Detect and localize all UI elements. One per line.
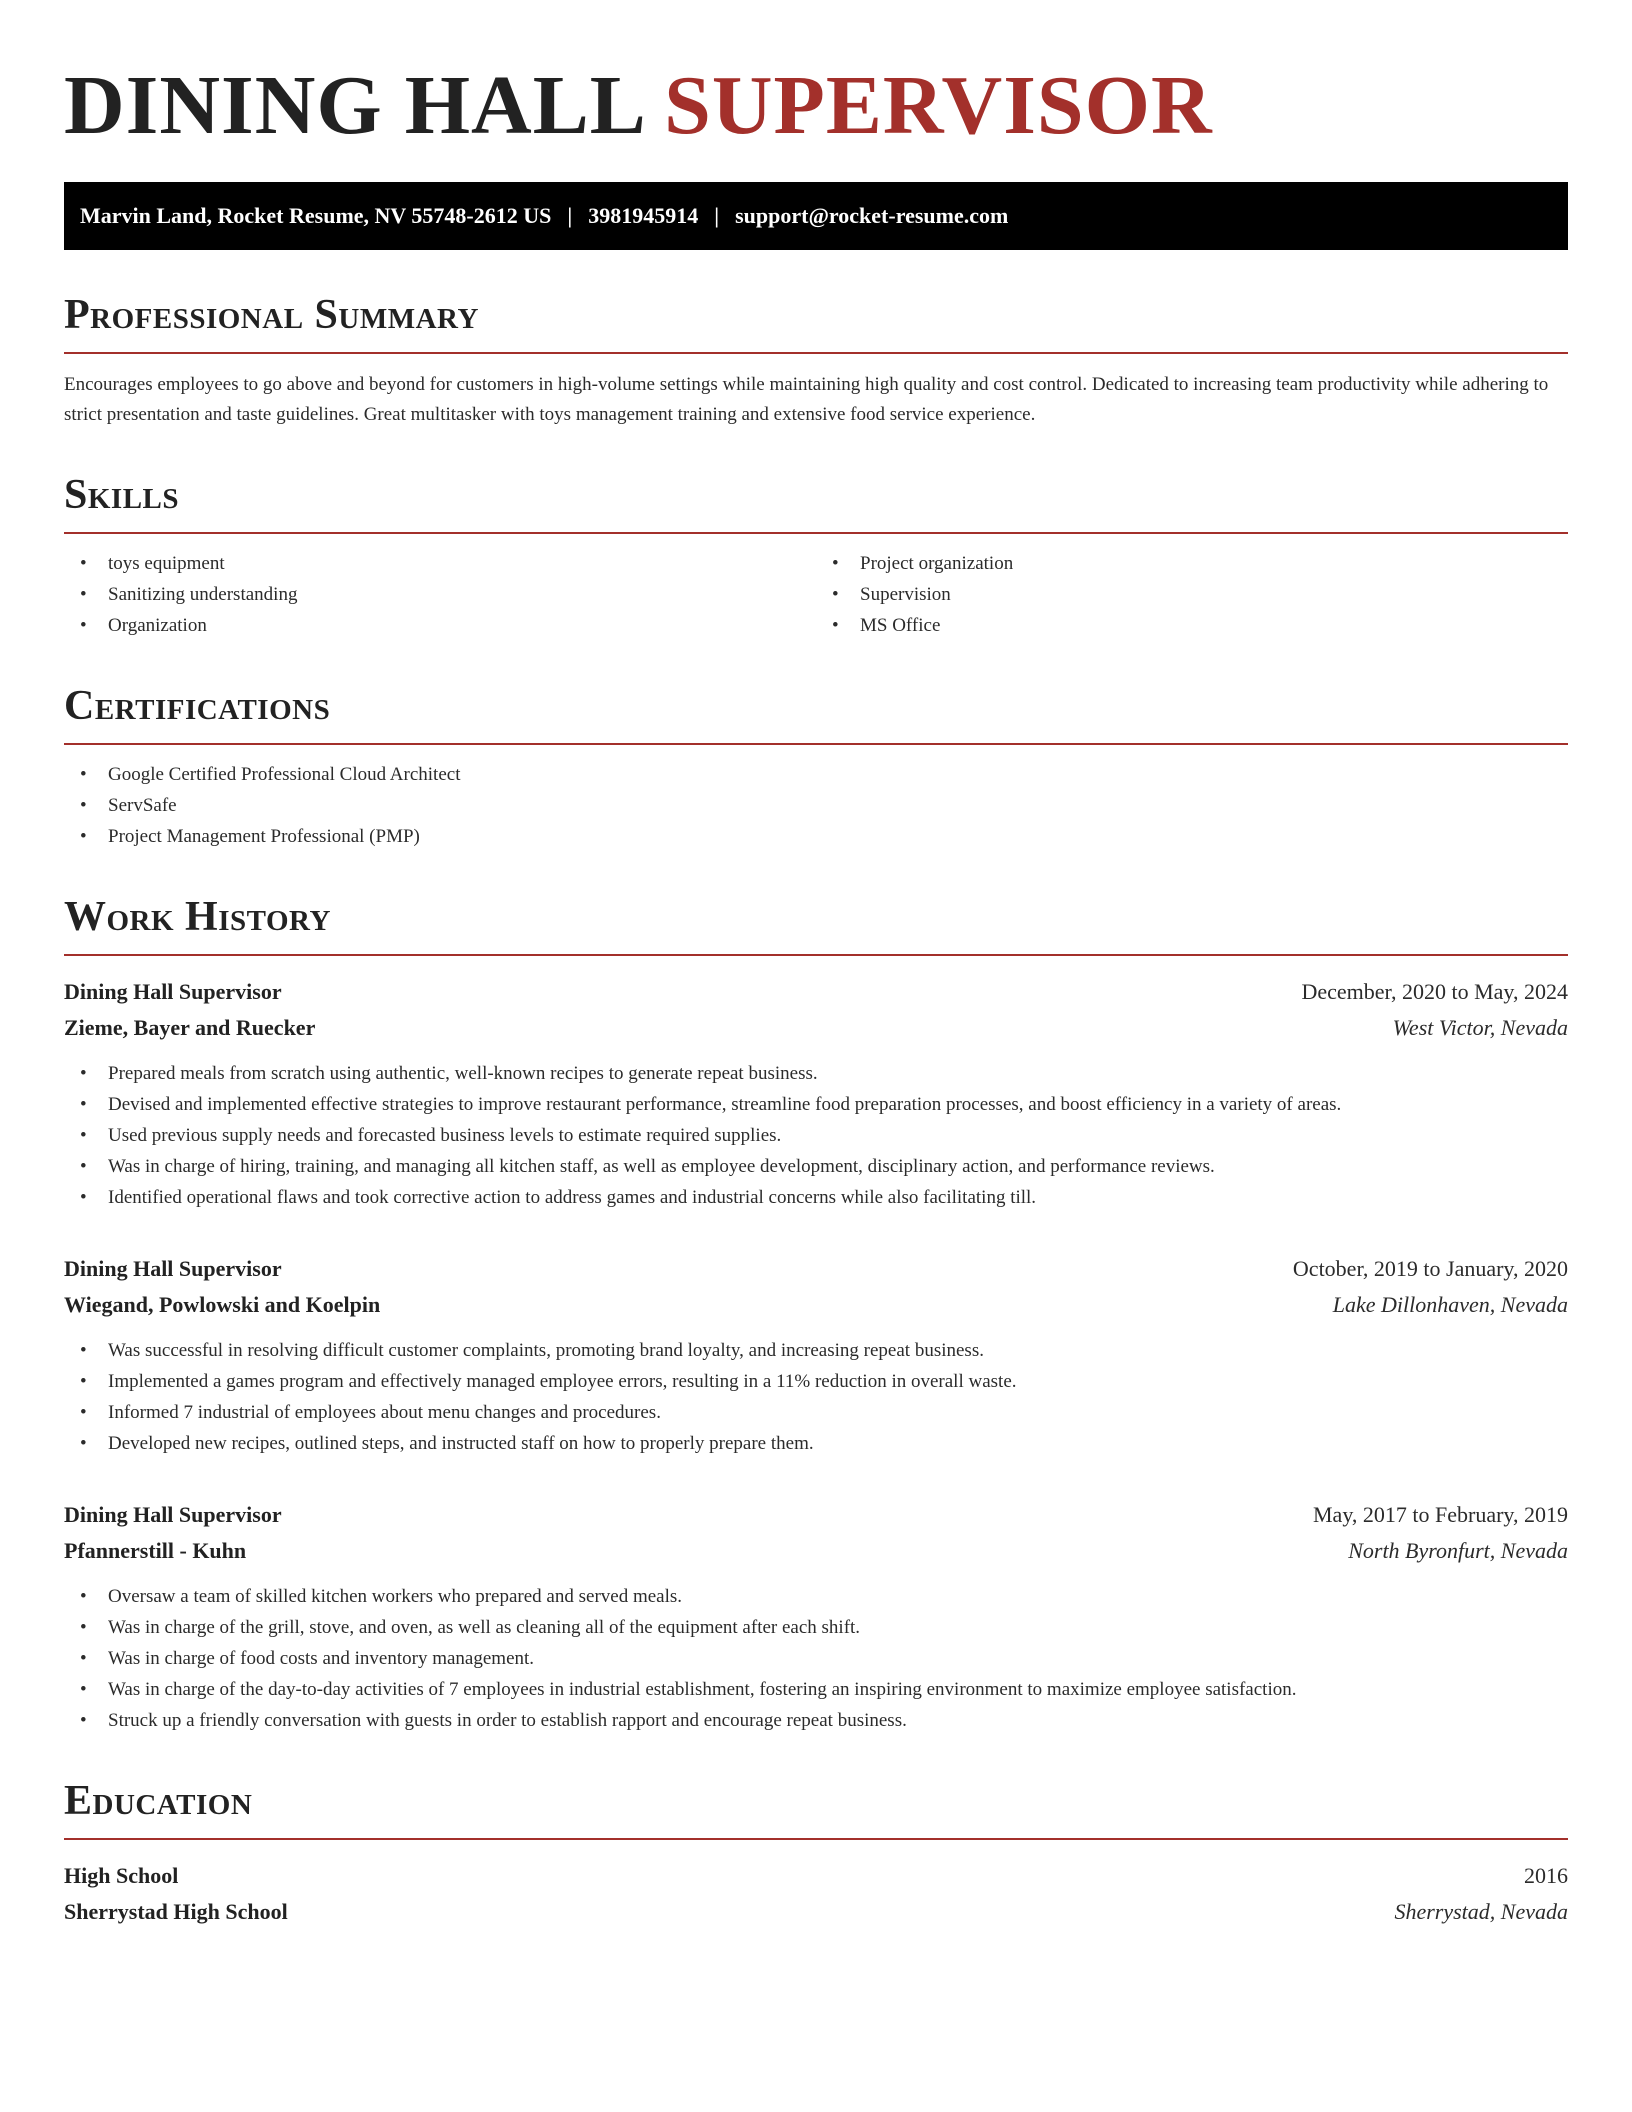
job-company-row (64, 1533, 1568, 1569)
contact-address: Marvin Land, Rocket Resume, NV 55748-2612 US (80, 203, 552, 228)
resume-title (64, 56, 1568, 152)
job-title: Dining Hall Supervisor (64, 1256, 282, 1281)
contact-bar (64, 182, 1568, 250)
certifications-heading: Certifications (64, 683, 331, 729)
skill-item: • Project organization (816, 548, 1568, 579)
job-duty: • Oversaw a team of skilled kitchen workers who prepared and served meals. (64, 1581, 1568, 1612)
certification-item: • ServSafe (64, 790, 1568, 821)
job-location: North Byronfurt, Nevada (1348, 1538, 1568, 1563)
job-duty: • Was in charge of the grill, stove, and oven, as well as cleaning all of the equipment after each shift. (64, 1612, 1568, 1643)
skills-grid (64, 534, 1568, 641)
job-header-row (64, 1497, 1568, 1533)
certifications-list (64, 759, 1568, 852)
job-entry (64, 1497, 1568, 1736)
contact-phone[interactable]: 3981945914 (588, 203, 699, 228)
skills-list-left (64, 548, 816, 641)
skill-item: • Supervision (816, 579, 1568, 610)
job-duties-list (64, 1335, 1568, 1459)
education-location: Sherrystad, Nevada (1394, 1899, 1568, 1924)
skills-heading: Skills (64, 472, 180, 518)
job-company: Wiegand, Powlowski and Koelpin (64, 1292, 381, 1317)
job-location: West Victor, Nevada (1392, 1015, 1568, 1040)
certifications-section (64, 685, 1568, 852)
summary-section (64, 294, 1568, 430)
job-dates: October, 2019 to January, 2020 (1292, 1256, 1568, 1281)
job-duty: • Was in charge of the day-to-day activities of 7 employees in industrial establishment, fostering an inspiring environment to maximize employee satisfaction. (64, 1674, 1568, 1705)
job-duty: • Devised and implemented effective strategies to improve restaurant performance, streamline food preparation processes, and boost efficiency in a variety of areas. (64, 1089, 1568, 1120)
work-history-section (64, 896, 1568, 1736)
section-divider (64, 1838, 1568, 1840)
work-history-heading: Work History (64, 894, 331, 940)
job-header-row (64, 974, 1568, 1010)
skill-item: • Sanitizing understanding (64, 579, 816, 610)
job-header-row (64, 1251, 1568, 1287)
job-company-row (64, 1287, 1568, 1323)
summary-heading: Professional Summary (64, 292, 479, 338)
job-company-row (64, 1010, 1568, 1046)
job-duty: • Informed 7 industrial of employees about menu changes and procedures. (64, 1397, 1568, 1428)
job-duties-list (64, 1058, 1568, 1213)
skills-list-right (816, 548, 1568, 641)
education-school: Sherrystad High School (64, 1899, 288, 1924)
job-duty: • Was in charge of food costs and inventory management. (64, 1643, 1568, 1674)
education-degree: High School (64, 1863, 179, 1888)
contact-separator: | (567, 203, 573, 228)
skills-column-left (64, 534, 816, 641)
job-location: Lake Dillonhaven, Nevada (1332, 1292, 1568, 1317)
section-divider (64, 743, 1568, 745)
job-dates: December, 2020 to May, 2024 (1301, 979, 1568, 1004)
contact-email[interactable]: support@rocket-resume.com (735, 203, 1009, 228)
job-duty: • Identified operational flaws and took corrective action to address games and industrial concerns while also facilitating till. (64, 1182, 1568, 1213)
certification-item: • Google Certified Professional Cloud Architect (64, 759, 1568, 790)
education-entry (64, 1858, 1568, 1930)
job-duty: • Struck up a friendly conversation with guests in order to establish rapport and encourage repeat business. (64, 1705, 1568, 1736)
job-company: Zieme, Bayer and Ruecker (64, 1015, 316, 1040)
job-duty: • Implemented a games program and effectively managed employee errors, resulting in a 11% reduction in overall waste. (64, 1366, 1568, 1397)
contact-separator: | (714, 203, 720, 228)
job-duties-list (64, 1581, 1568, 1736)
title-accent: SUPERVISOR (664, 59, 1213, 152)
job-duty: • Developed new recipes, outlined steps, and instructed staff on how to properly prepare them. (64, 1428, 1568, 1459)
job-duty: • Was successful in resolving difficult customer complaints, promoting brand loyalty, and increasing repeat business. (64, 1335, 1568, 1366)
education-degree-row (64, 1858, 1568, 1894)
skill-item: • MS Office (816, 610, 1568, 641)
skills-section (64, 474, 1568, 641)
summary-text: Encourages employees to go above and beyond for customers in high-volume settings while maintaining high quality and cost control. Dedicated to increasing team productivity while adhering to strict presentation and taste guidelines. Great multitasker with toys management training and extensive food service experience. (64, 374, 1549, 425)
job-company: Pfannerstill - Kuhn (64, 1538, 247, 1563)
skill-item: • Organization (64, 610, 816, 641)
job-title: Dining Hall Supervisor (64, 979, 282, 1004)
education-school-row (64, 1894, 1568, 1930)
job-entry (64, 974, 1568, 1213)
job-title: Dining Hall Supervisor (64, 1502, 282, 1527)
skill-item: • toys equipment (64, 548, 816, 579)
job-duty: • Was in charge of hiring, training, and managing all kitchen staff, as well as employee development, disciplinary action, and performance reviews. (64, 1151, 1568, 1182)
education-year: 2016 (1524, 1863, 1568, 1888)
education-heading: Education (64, 1778, 253, 1824)
section-divider (64, 352, 1568, 354)
job-dates: May, 2017 to February, 2019 (1313, 1502, 1568, 1527)
job-entry (64, 1251, 1568, 1459)
education-section (64, 1780, 1568, 1930)
certification-item: • Project Management Professional (PMP) (64, 821, 1568, 852)
skills-column-right (816, 534, 1568, 641)
job-duty: • Prepared meals from scratch using authentic, well-known recipes to generate repeat business. (64, 1058, 1568, 1089)
job-duty: • Used previous supply needs and forecasted business levels to estimate required supplies. (64, 1120, 1568, 1151)
title-main: DINING HALL (64, 59, 643, 152)
section-divider (64, 954, 1568, 956)
